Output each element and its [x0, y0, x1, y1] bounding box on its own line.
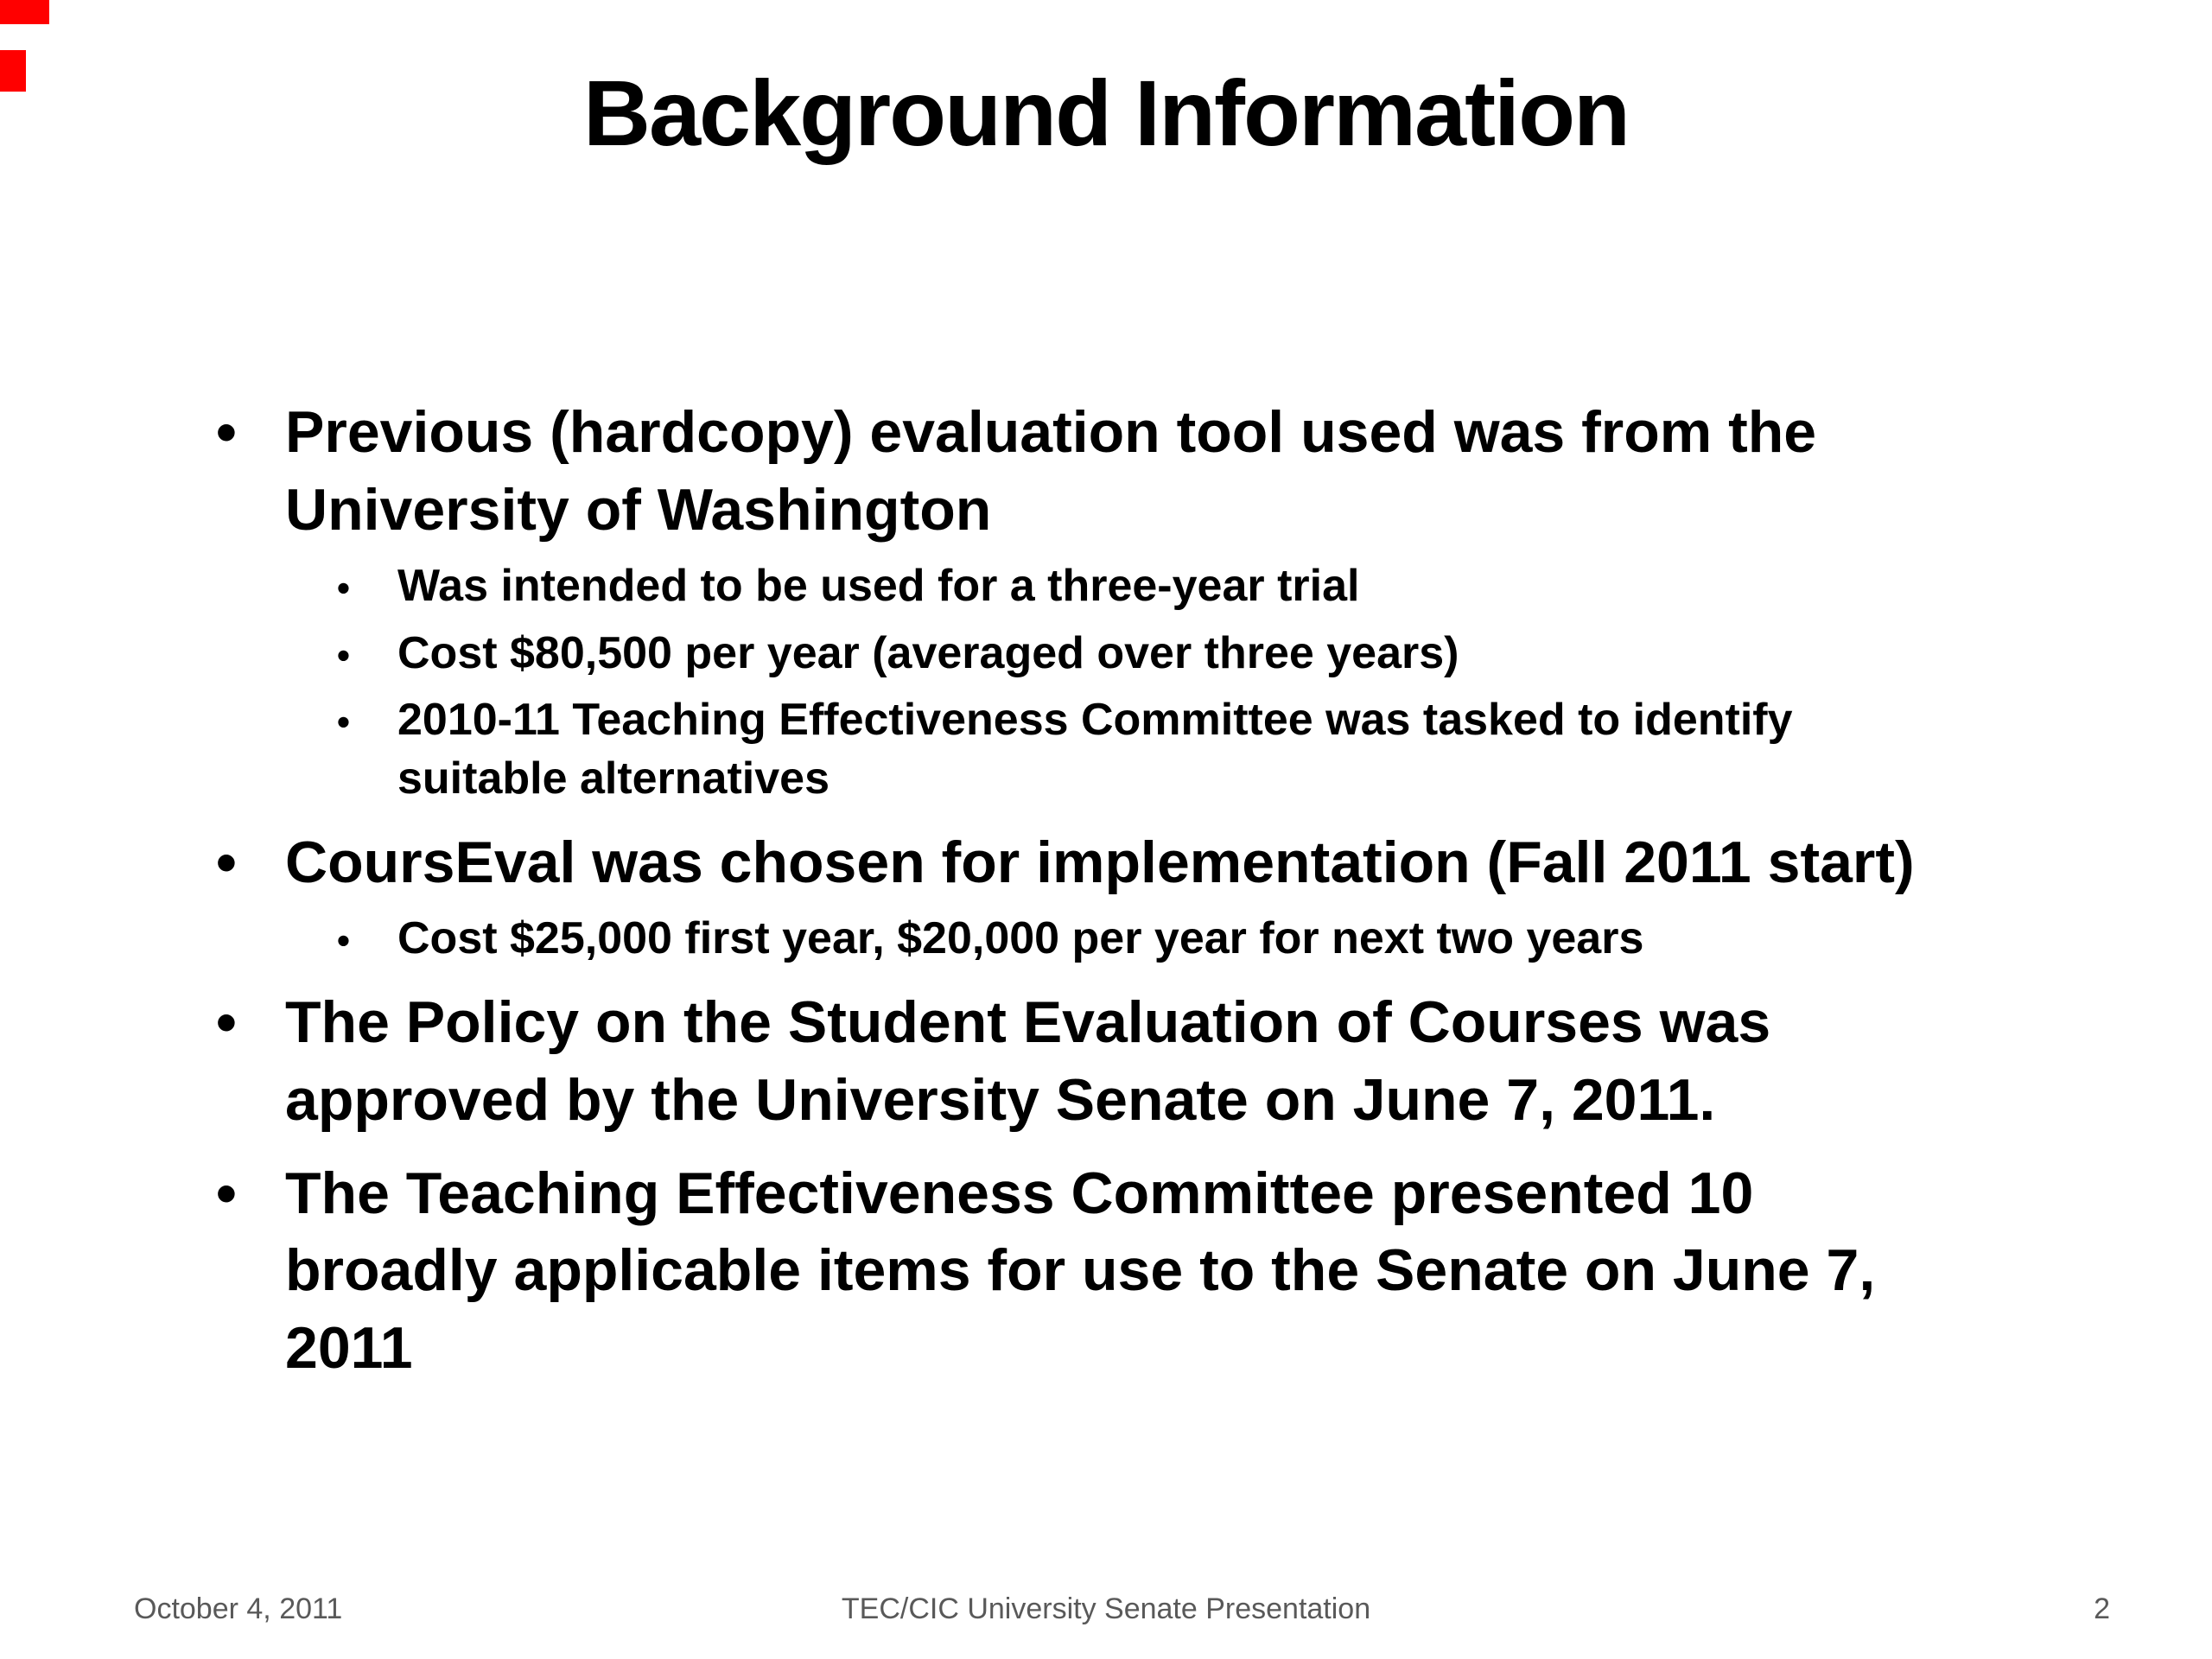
bullet-icon	[216, 1155, 285, 1388]
bullet-text: The Teaching Effectiveness Committee presented 10 broadly applicable items for use to the Senate on June 7, 2011	[285, 1160, 1876, 1382]
slide-title: Background Information	[582, 60, 1630, 165]
footer-date: October 4, 2011	[134, 1592, 343, 1625]
bullet-icon	[216, 984, 285, 1140]
bullet-item	[337, 691, 1953, 808]
bullet-icon	[216, 824, 285, 902]
bullet-text: Cost $80,500 per year (averaged over three years)	[397, 627, 1459, 678]
bullet-item	[216, 1155, 1953, 1388]
bullet-list	[0, 394, 1953, 1388]
bullet-icon	[337, 691, 397, 808]
bullet-item	[337, 557, 1953, 616]
bullet-text: Was intended to be used for a three-year trial	[397, 561, 1360, 612]
bullet-icon	[337, 557, 397, 616]
bullet-text: 2010-11 Teaching Effectiveness Committee was tasked to identify suitable alternatives	[397, 695, 1793, 804]
bullet-text: Cost $25,000 first year, $20,000 per year for next two years	[397, 913, 1644, 964]
footer-presentation-name: TEC/CIC University Senate Presentation	[841, 1592, 1371, 1625]
bullet-text: Previous (hardcopy) evaluation tool used was from the University of Washington	[285, 398, 1817, 543]
bullet-item	[337, 910, 1953, 969]
bullet-item	[216, 394, 1953, 550]
slide-footer	[0, 1588, 2212, 1626]
bullet-icon	[337, 910, 397, 969]
bullet-item	[337, 625, 1953, 683]
bullet-text: The Policy on the Student Evaluation of Courses was approved by the University Senate on June 7, 2011.	[285, 989, 1771, 1133]
footer-page-number: 2	[2094, 1592, 2110, 1625]
red-accent-marker-bottom	[0, 50, 26, 92]
bullet-icon	[337, 625, 397, 683]
slide-body	[0, 394, 2212, 1388]
bullet-icon	[216, 394, 285, 550]
bullet-item	[216, 824, 1953, 902]
bullet-text: CoursEval was chosen for implementation (Fall 2011 start)	[285, 829, 1915, 895]
red-accent-marker-top	[0, 0, 49, 24]
bullet-item	[216, 984, 1953, 1140]
